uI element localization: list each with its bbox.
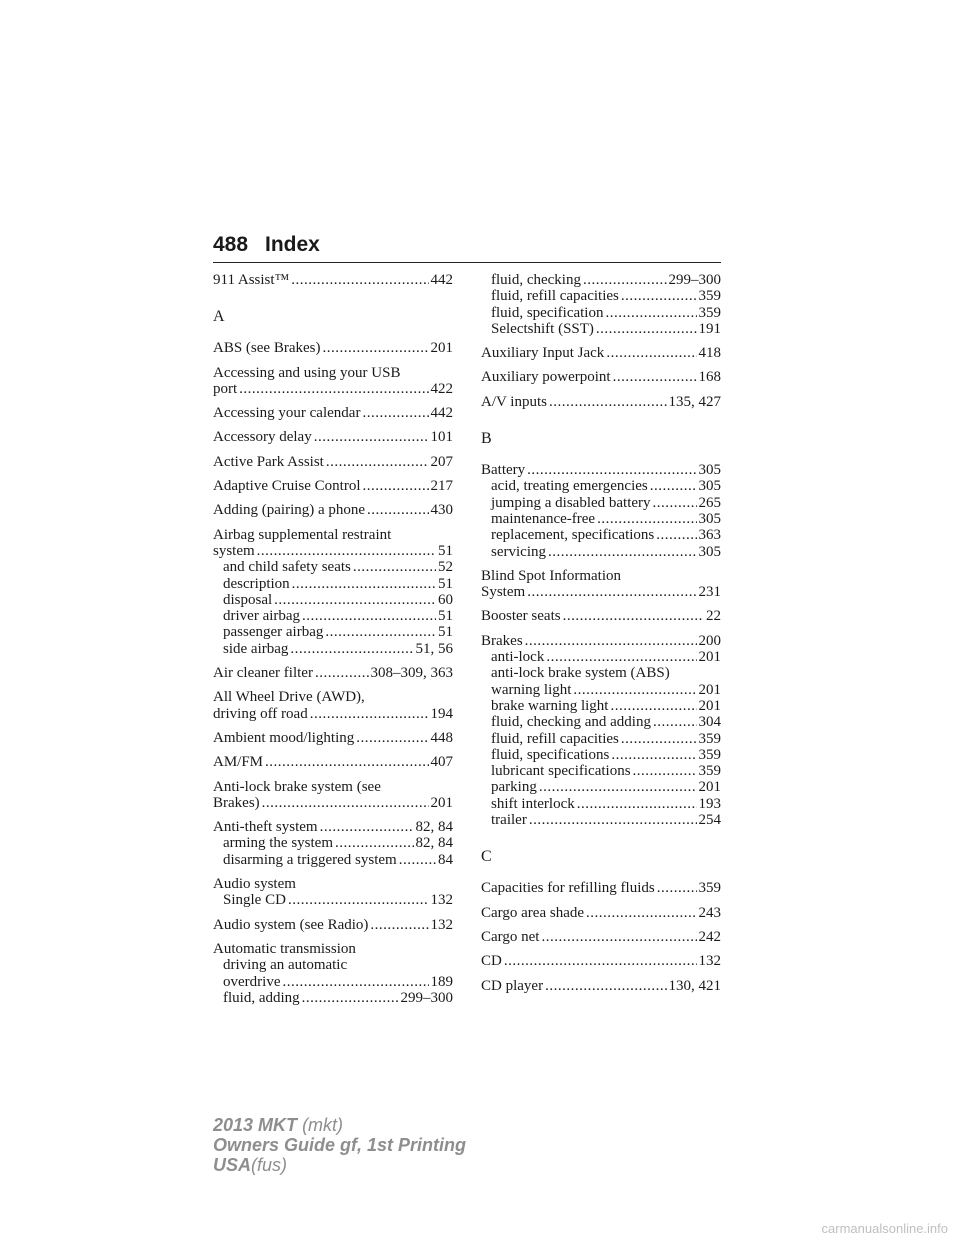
- entry-page-ref: 308–309, 363: [370, 665, 453, 682]
- dot-leader: [563, 608, 704, 624]
- entry-page-ref: 442: [430, 272, 453, 288]
- dot-leader: [650, 478, 697, 494]
- index-subentry-line: [481, 682, 721, 698]
- entry-page-ref: 305: [698, 510, 721, 527]
- index-entry: [213, 819, 453, 868]
- page-number: 488: [213, 233, 249, 256]
- index-subentry-line: [213, 892, 453, 908]
- entry-page-ref: 51: [438, 624, 453, 641]
- entry-text: Audio system (see Radio): [213, 916, 369, 933]
- entry-text: parking: [491, 779, 537, 796]
- entry-text: Booster seats: [481, 608, 561, 625]
- index-subentry-line: [213, 957, 453, 973]
- page-title: Index: [265, 233, 320, 256]
- dot-leader: [282, 974, 428, 990]
- dot-leader: [653, 714, 697, 730]
- index-entry: [213, 527, 453, 657]
- entry-page-ref: 243: [698, 904, 721, 921]
- index-entry: [213, 941, 453, 1006]
- index-entry-line: [213, 795, 453, 811]
- entry-text: Automatic transmission: [213, 940, 356, 957]
- index-entry: [213, 429, 453, 445]
- entry-page-ref: 448: [430, 729, 453, 746]
- dot-leader: [302, 990, 399, 1006]
- entry-text: fluid, checking: [491, 272, 581, 288]
- index-entry: [481, 394, 721, 410]
- entry-text: fluid, adding: [223, 989, 300, 1006]
- entry-text: Battery: [481, 462, 526, 479]
- index-subentry-line: [481, 321, 721, 337]
- entry-text: System: [481, 584, 526, 601]
- dot-leader: [525, 633, 697, 649]
- entry-text: trailer: [491, 812, 527, 829]
- entry-page-ref: 193: [698, 795, 721, 812]
- entry-page-ref: 304: [698, 714, 721, 731]
- entry-page-ref: 189: [430, 973, 453, 990]
- index-entry: [481, 345, 721, 361]
- dot-leader: [290, 641, 413, 657]
- index-entry-line: [213, 665, 453, 681]
- index-entry-line: [213, 941, 453, 957]
- index-entry-line: [213, 527, 453, 543]
- entry-text: CD player: [481, 977, 544, 994]
- entry-page-ref: 305: [698, 478, 721, 495]
- entry-text: Ambient mood/lighting: [213, 729, 355, 746]
- dot-leader: [274, 592, 436, 608]
- index-letter-heading: A: [213, 308, 225, 326]
- entry-text: Cargo net: [481, 928, 540, 945]
- entry-text: disposal: [223, 591, 273, 608]
- index-entry-line: [481, 369, 721, 385]
- dot-leader: [362, 405, 428, 421]
- entry-text: maintenance-free: [491, 510, 596, 527]
- footer-model-code: (mkt): [302, 1115, 344, 1135]
- index-subentry-line: [481, 763, 721, 779]
- dot-leader: [265, 754, 428, 770]
- entry-text: Cargo area shade: [481, 904, 585, 921]
- entry-text: AM/FM: [213, 754, 264, 771]
- entry-text: overdrive: [223, 973, 281, 990]
- index-column-right: [481, 272, 721, 994]
- index-letter-heading: C: [481, 848, 492, 866]
- dot-leader: [320, 819, 414, 835]
- entry-page-ref: 132: [430, 916, 453, 933]
- entry-text: CD: [481, 953, 502, 970]
- index-entry-line: [213, 706, 453, 722]
- entry-page-ref: 407: [430, 754, 453, 771]
- dot-leader: [257, 543, 436, 559]
- entry-page-ref: 51: [438, 542, 453, 559]
- index-subentry-line: [213, 592, 453, 608]
- index-entry: [481, 633, 721, 829]
- dot-leader: [596, 321, 697, 337]
- index-subentry-line: [481, 527, 721, 543]
- dot-leader: [527, 462, 696, 478]
- index-subentry-line: [213, 624, 453, 640]
- dot-leader: [621, 731, 697, 747]
- index-subentry-line: [481, 665, 721, 681]
- index-entry: [481, 929, 721, 945]
- index-entry: [213, 876, 453, 909]
- entry-text: port: [213, 380, 238, 397]
- footer-region: USA: [213, 1155, 252, 1175]
- index-subentry-line: [481, 305, 721, 321]
- dot-leader: [539, 779, 697, 795]
- dot-leader: [529, 812, 697, 828]
- entry-text: Single CD: [223, 892, 286, 909]
- dot-leader: [239, 381, 428, 397]
- entry-page-ref: 132: [430, 892, 453, 909]
- dot-leader: [325, 624, 436, 640]
- entry-text: A/V inputs: [481, 393, 547, 410]
- entry-page-ref: 359: [698, 730, 721, 747]
- dot-leader: [291, 272, 428, 288]
- index-entry-line: [213, 429, 453, 445]
- entry-page-ref: 52: [438, 559, 453, 576]
- index-entry-line: [481, 633, 721, 649]
- entry-text: Airbag supplemental restraint: [213, 526, 392, 543]
- dot-leader: [545, 978, 666, 994]
- index-entry-line: [213, 454, 453, 470]
- index-entry: [213, 689, 453, 722]
- index-entry-line: [481, 568, 721, 584]
- entry-text: Selectshift (SST): [491, 320, 594, 337]
- entry-page-ref: 265: [698, 494, 721, 511]
- entry-page-ref: 194: [430, 705, 453, 722]
- index-subentry-line: [481, 731, 721, 747]
- entry-text: Accessory delay: [213, 429, 312, 446]
- entry-page-ref: 305: [698, 462, 721, 479]
- entry-text: Audio system: [213, 876, 296, 893]
- dot-leader: [310, 706, 429, 722]
- index-letter-heading: B: [481, 430, 492, 448]
- index-entry: [213, 478, 453, 494]
- entry-text: fluid, refill capacities: [491, 730, 619, 747]
- index-entry-line: [481, 608, 721, 624]
- entry-text: Active Park Assist: [213, 453, 324, 470]
- index-subentry-line: [481, 779, 721, 795]
- index-entry-line: [213, 405, 453, 421]
- entry-page-ref: 22: [706, 608, 721, 625]
- index-entry-line: [213, 779, 453, 795]
- index-entry: [481, 608, 721, 624]
- index-subentry-line: [481, 747, 721, 763]
- index-entry-line: [481, 584, 721, 600]
- dot-leader: [657, 880, 697, 896]
- dot-leader: [367, 502, 428, 518]
- entry-page-ref: 442: [430, 405, 453, 422]
- index-entry: [213, 502, 453, 518]
- entry-text: arming the system: [223, 835, 333, 852]
- dot-leader: [322, 340, 428, 356]
- entry-text: servicing: [491, 543, 546, 560]
- dot-leader: [541, 929, 696, 945]
- footer-guide: Owners Guide gf, 1st Printing: [213, 1135, 467, 1155]
- entry-text: acid, treating emergencies: [491, 478, 648, 495]
- entry-page-ref: 200: [698, 632, 721, 649]
- dot-leader: [326, 454, 429, 470]
- dot-leader: [656, 527, 696, 543]
- dot-leader: [399, 852, 436, 868]
- entry-page-ref: 82, 84: [415, 819, 453, 836]
- entry-page-ref: 363: [698, 527, 721, 544]
- entry-text: ABS (see Brakes): [213, 340, 321, 357]
- entry-text: driver airbag: [223, 608, 301, 625]
- dot-leader: [527, 584, 696, 600]
- index-entry: [213, 665, 453, 681]
- dot-leader: [262, 795, 429, 811]
- entry-page-ref: 201: [430, 794, 453, 811]
- index-subentry-line: [481, 511, 721, 527]
- entry-text: Air cleaner filter: [213, 665, 313, 682]
- entry-text: lubricant specifications: [491, 763, 631, 780]
- dot-leader: [546, 649, 696, 665]
- index-entry-line: [213, 365, 453, 381]
- index-entry: [481, 880, 721, 896]
- entry-page-ref: 359: [698, 763, 721, 780]
- entry-page-ref: 135, 427: [668, 393, 721, 410]
- entry-text: driving an automatic: [223, 957, 348, 974]
- index-entry: [213, 779, 453, 812]
- entry-page-ref: 254: [698, 812, 721, 829]
- entry-page-ref: 231: [698, 584, 721, 601]
- entry-text: fluid, specification: [491, 304, 604, 321]
- index-entry: [481, 369, 721, 385]
- index-entry-line: [481, 978, 721, 994]
- index-subentry-line: [481, 649, 721, 665]
- dot-leader: [302, 608, 436, 624]
- entry-page-ref: 299–300: [400, 989, 453, 1006]
- index-entry: [213, 272, 453, 288]
- index-entry: [213, 917, 453, 933]
- index-entry: [213, 730, 453, 746]
- dot-leader: [597, 511, 696, 527]
- entry-text: Brakes): [213, 794, 260, 811]
- index-entry: [481, 905, 721, 921]
- index-entry: [481, 568, 721, 601]
- entry-page-ref: 84: [438, 851, 453, 868]
- entry-text: disarming a triggered system: [223, 851, 397, 868]
- index-subentry-line: [213, 852, 453, 868]
- dot-leader: [549, 394, 667, 410]
- index-entry: [481, 953, 721, 969]
- entry-text: Capacities for refilling fluids: [481, 880, 655, 897]
- index-entry: [213, 405, 453, 421]
- index-column-left: [213, 272, 453, 1006]
- index-entry-line: [213, 478, 453, 494]
- entry-page-ref: 191: [698, 320, 721, 337]
- index-subentry-line: [481, 288, 721, 304]
- entry-text: All Wheel Drive (AWD),: [213, 689, 365, 706]
- entry-text: Adding (pairing) a phone: [213, 502, 366, 519]
- index-entry-line: [481, 880, 721, 896]
- index-entry-line: [213, 381, 453, 397]
- entry-page-ref: 130, 421: [668, 977, 721, 994]
- entry-text: Auxiliary Input Jack: [481, 345, 605, 362]
- dot-leader: [606, 345, 696, 361]
- entry-text: shift interlock: [491, 795, 575, 812]
- index-subentry-line: [213, 559, 453, 575]
- entry-page-ref: 201: [430, 340, 453, 357]
- index-entry-line: [213, 543, 453, 559]
- entry-page-ref: 418: [698, 345, 721, 362]
- index-entry-line: [481, 394, 721, 410]
- index-entry-line: [213, 917, 453, 933]
- entry-text: Accessing and using your USB: [213, 364, 401, 381]
- index-entry-line: [213, 340, 453, 356]
- entry-page-ref: 359: [698, 304, 721, 321]
- entry-text: Adaptive Cruise Control: [213, 478, 361, 495]
- dot-leader: [613, 369, 697, 385]
- index-subentry-line: [213, 576, 453, 592]
- entry-page-ref: 207: [430, 453, 453, 470]
- entry-text: fluid, checking and adding: [491, 714, 651, 731]
- index-subentry-line: [481, 544, 721, 560]
- dot-leader: [548, 544, 697, 560]
- entry-page-ref: 242: [698, 928, 721, 945]
- entry-page-ref: 201: [698, 681, 721, 698]
- dot-leader: [288, 892, 429, 908]
- index-subentry-line: [213, 608, 453, 624]
- entry-page-ref: 217: [430, 478, 453, 495]
- entry-text: Anti-theft system: [213, 819, 318, 836]
- entry-page-ref: 359: [698, 880, 721, 897]
- entry-text: jumping a disabled battery: [491, 494, 651, 511]
- dot-leader: [583, 272, 667, 288]
- entry-page-ref: 168: [698, 369, 721, 386]
- entry-page-ref: 422: [430, 380, 453, 397]
- index-entry: [213, 454, 453, 470]
- entry-page-ref: 359: [698, 288, 721, 305]
- dot-leader: [610, 698, 696, 714]
- index-entry: [481, 272, 721, 337]
- entry-text: warning light: [491, 681, 572, 698]
- dot-leader: [605, 305, 696, 321]
- dot-leader: [370, 917, 428, 933]
- index-entry-line: [481, 953, 721, 969]
- index-entry: [213, 365, 453, 398]
- entry-text: anti-lock brake system (ABS): [491, 665, 670, 682]
- index-subentry-line: [481, 495, 721, 511]
- dot-leader: [356, 730, 428, 746]
- dot-leader: [292, 576, 436, 592]
- dot-leader: [362, 478, 428, 494]
- dot-leader: [504, 953, 697, 969]
- index-subentry-line: [213, 990, 453, 1006]
- dot-leader: [353, 559, 436, 575]
- dot-leader: [314, 429, 429, 445]
- entry-text: Accessing your calendar: [213, 405, 361, 422]
- index-entry-line: [213, 272, 453, 288]
- entry-page-ref: 132: [698, 953, 721, 970]
- index-entry-line: [213, 689, 453, 705]
- index-subentry-line: [213, 641, 453, 657]
- entry-text: Blind Spot Information: [481, 567, 621, 584]
- index-entry-line: [213, 502, 453, 518]
- entry-text: anti-lock: [491, 649, 545, 666]
- index-subentry-line: [481, 478, 721, 494]
- entry-page-ref: 201: [698, 779, 721, 796]
- entry-text: replacement, specifications: [491, 527, 655, 544]
- dot-leader: [335, 835, 414, 851]
- dot-leader: [577, 796, 697, 812]
- index-entry-line: [213, 730, 453, 746]
- entry-text: Auxiliary powerpoint: [481, 369, 611, 386]
- index-subentry-line: [481, 714, 721, 730]
- entry-text: system: [213, 542, 255, 559]
- footer-region-code: (fus): [251, 1155, 288, 1175]
- index-entry-line: [481, 345, 721, 361]
- entry-page-ref: 305: [698, 543, 721, 560]
- entry-page-ref: 101: [430, 429, 453, 446]
- index-entry: [481, 978, 721, 994]
- entry-text: 911 Assist™: [213, 272, 290, 288]
- entry-text: driving off road: [213, 705, 308, 722]
- entry-page-ref: 82, 84: [415, 835, 453, 852]
- header-rule: [213, 262, 721, 263]
- footer-model: 2013 MKT: [213, 1115, 298, 1135]
- dot-leader: [633, 763, 697, 779]
- entry-text: and child safety seats: [223, 559, 351, 576]
- index-entry: [213, 340, 453, 356]
- entry-page-ref: 60: [438, 591, 453, 608]
- dot-leader: [586, 905, 696, 921]
- dot-leader: [573, 682, 696, 698]
- index-entry: [213, 754, 453, 770]
- dot-leader: [621, 288, 697, 304]
- index-entry-line: [481, 905, 721, 921]
- entry-text: passenger airbag: [223, 624, 324, 641]
- entry-text: Brakes: [481, 632, 523, 649]
- entry-text: side airbag: [223, 640, 289, 657]
- entry-text: fluid, specifications: [491, 746, 610, 763]
- dot-leader: [611, 747, 696, 763]
- index-entry-line: [213, 876, 453, 892]
- page-header: [213, 230, 721, 264]
- entry-page-ref: 430: [430, 502, 453, 519]
- entry-page-ref: 51, 56: [415, 640, 453, 657]
- entry-page-ref: 299–300: [668, 272, 721, 288]
- index-entry-line: [481, 462, 721, 478]
- entry-text: Anti-lock brake system (see: [213, 778, 381, 795]
- entry-page-ref: 51: [438, 608, 453, 625]
- dot-leader: [315, 665, 369, 681]
- index-subentry-line: [481, 698, 721, 714]
- entry-text: description: [223, 575, 290, 592]
- index-subentry-line: [481, 812, 721, 828]
- index-entry-line: [481, 929, 721, 945]
- index-subentry-line: [213, 974, 453, 990]
- entry-page-ref: 201: [698, 697, 721, 714]
- entry-page-ref: 359: [698, 746, 721, 763]
- entry-page-ref: 201: [698, 649, 721, 666]
- index-entry: [481, 462, 721, 560]
- entry-text: fluid, refill capacities: [491, 288, 619, 305]
- index-entry-line: [213, 819, 453, 835]
- watermark: carmanualsonline.info: [821, 1221, 948, 1236]
- index-subentry-line: [213, 835, 453, 851]
- entry-text: brake warning light: [491, 697, 609, 714]
- index-subentry-line: [481, 272, 721, 288]
- index-entry-line: [213, 754, 453, 770]
- dot-leader: [653, 495, 697, 511]
- index-subentry-line: [481, 796, 721, 812]
- entry-page-ref: 51: [438, 575, 453, 592]
- document-footer: [213, 1115, 466, 1175]
